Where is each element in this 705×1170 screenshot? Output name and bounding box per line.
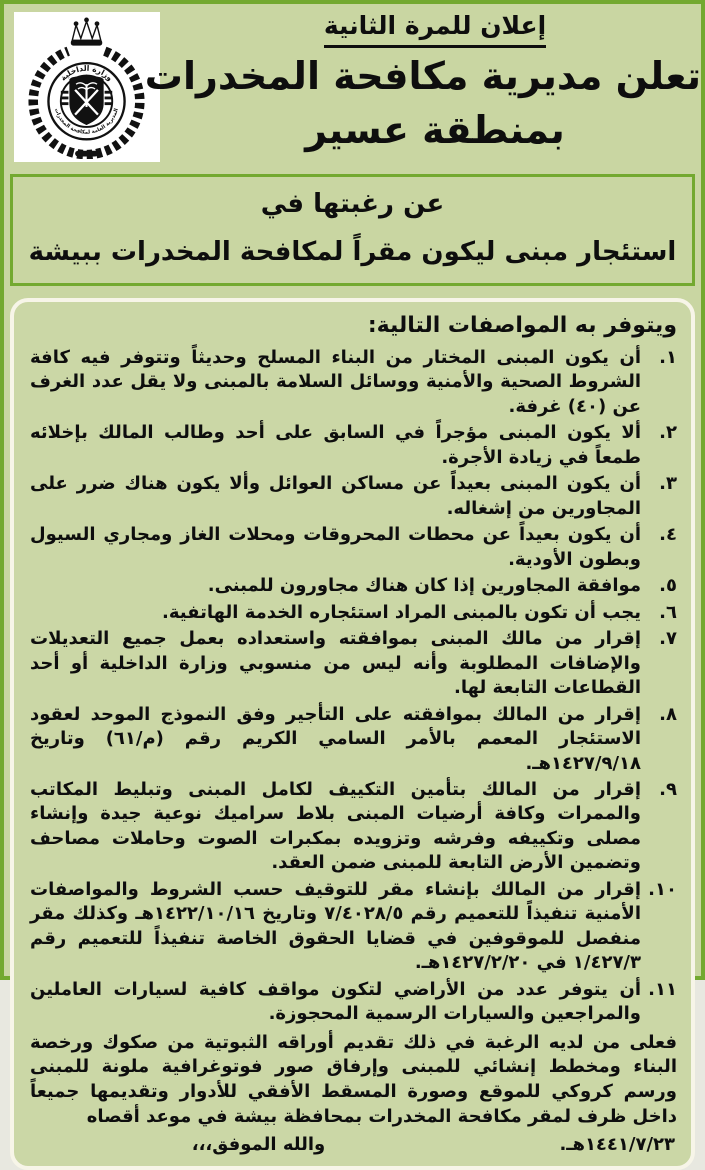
ring-text-bottom: المديرية العامة لمكافحة المخدرات bbox=[53, 107, 120, 136]
item-text: إقرار من المالك بتأمين التكييف لكامل المبنى وتبليط المكاتب والممرات وكافة أرضيات المبنى بلاط سراميك نوعية جيدة وإنشاء مصلى وتكييفه وفرشه وتزويده بمكبرات الصوت وحاملات مصاحف وتضمين الأرض التابعة للمبنى ضمن العقد. bbox=[30, 778, 641, 874]
spec-item-1 bbox=[30, 346, 677, 419]
item-text: إقرار من مالك المبنى بموافقته واستعداده بعمل جميع التعديلات والإضافات المطلوبة وأنه ليس من منسوبي وزارة الداخلية أو أحد القطاعات التابعة لها. bbox=[30, 628, 641, 699]
spec-item-4 bbox=[30, 523, 677, 572]
item-number: ١١. bbox=[648, 978, 677, 1000]
spec-item-2 bbox=[30, 421, 677, 470]
spec-item-9 bbox=[30, 778, 677, 876]
item-text: أن يكون بعيداً عن محطات المحروقات ومحلات الغاز ومجاري السيول وبطون الأودية. bbox=[30, 524, 641, 570]
narcotics-control-emblem-icon bbox=[18, 15, 156, 159]
spec-item-8 bbox=[30, 703, 677, 776]
header-titles bbox=[144, 6, 701, 156]
submission-instructions: فعلى من لديه الرغبة في ذلك تقديم أوراقه الثبوتية من صكوك ورخصة البناء ومخطط إنشائي للمبنى وإرفاق صور فوتوغرافية ملونة للمبنى ورسم كروكي للموقع وصورة المسقط الأفقي للأدوار وتقديمها جميعاً داخل ظرف لمقر مكافحة المخدرات بمحافظة بيشة في موعد أقصاه bbox=[30, 1031, 677, 1128]
deadline-date: ١٤٤١/٧/٢٣هـ. bbox=[559, 1133, 675, 1155]
item-number: ١٠. bbox=[648, 878, 677, 900]
ministry-emblem-box bbox=[14, 12, 160, 162]
item-text: أن يكون المبنى المختار من البناء المسلح وحديثاً وتتوفر فيه كافة الشروط الصحية والأمنية ووسائل السلامة بالمبنى ولا يقل عدد الغرف عن (٤٠) غرفة. bbox=[30, 347, 641, 417]
item-number: ٧. bbox=[659, 628, 677, 650]
item-text: إقرار من المالك بإنشاء مقر للتوقيف حسب الشروط والمواصفات الأمنية تنفيذاً للتعميم رقم ٧/٤٠٢٨/٥ وتاريخ ١٤٢٢/١٠/١٦هـ وكذلك مقر منفصل للموقوفين في قضايا الحقوق الخاصة تنفيذاً للتعميم رقم ١/٤٢٧/٣ في ١٤٢٧/٢/٢٠هـ. bbox=[30, 878, 641, 974]
item-text: إقرار من المالك بموافقته على التأجير وفق النموذج الموحد لعقود الاستئجار المعمم بالأمر السامي الكريم رقم (م/٦١) وتاريخ ١٤٢٧/٩/١٨هـ. bbox=[30, 703, 641, 774]
item-number: ٩. bbox=[659, 778, 677, 800]
item-text: أن يتوفر عدد من الأراضي لتكون مواقف كافية لسيارات العاملين والمراجعين والسيارات الرسمية المحجوزة. bbox=[30, 978, 641, 1025]
organization-title: تعلن مديرية مكافحة المخدرات bbox=[144, 54, 701, 98]
header bbox=[4, 4, 701, 168]
item-text: يجب أن تكون بالمبنى المراد استئجاره الخدمة الهاتفية. bbox=[162, 601, 641, 623]
item-text: موافقة المجاورين إذا كان هناك مجاورون للمبنى. bbox=[207, 575, 641, 597]
item-text: أن يكون المبنى بعيداً عن مساكن العوائل وألا يكون هناك ضرر على المجاورين من إشغاله. bbox=[30, 473, 641, 519]
subject-intro: عن رغبتها في bbox=[260, 189, 445, 219]
specifications-heading: ويتوفر به المواصفات التالية: bbox=[367, 313, 677, 338]
item-number: ٥. bbox=[659, 575, 677, 597]
ring-text-top: وزارة الداخلية bbox=[58, 63, 115, 83]
spec-item-6 bbox=[30, 601, 677, 625]
spec-item-7 bbox=[30, 627, 677, 700]
item-number: ٢. bbox=[659, 422, 677, 444]
crown-icon bbox=[71, 18, 101, 45]
deadline-line bbox=[30, 1132, 677, 1158]
region-title: بمنطقة عسير bbox=[305, 108, 565, 152]
spec-item-5 bbox=[30, 574, 677, 598]
item-number: ٦. bbox=[659, 601, 677, 623]
subject-box bbox=[10, 174, 695, 286]
announcement-title bbox=[169, 8, 701, 48]
item-number: ١. bbox=[659, 347, 677, 368]
announcement-title-text: إعلان للمرة الثانية bbox=[324, 8, 546, 48]
item-text: ألا يكون المبنى مؤجراً في السابق على أحد وطالب المالك بإخلائه طمعاً في زيادة الأجرة. bbox=[30, 422, 641, 468]
subject-main: استئجار مبنى ليكون مقراً لمكافحة المخدرات ببيشة bbox=[28, 237, 677, 267]
spec-item-10 bbox=[30, 878, 677, 976]
banner-icon bbox=[75, 151, 98, 157]
item-number: ٤. bbox=[659, 524, 677, 546]
item-number: ٣. bbox=[659, 473, 677, 495]
closing-phrase: والله الموفق،،، bbox=[191, 1133, 326, 1155]
item-number: ٨. bbox=[659, 703, 677, 725]
spec-item-3 bbox=[30, 472, 677, 521]
specifications-box bbox=[10, 298, 695, 1170]
spec-item-11 bbox=[30, 978, 677, 1027]
